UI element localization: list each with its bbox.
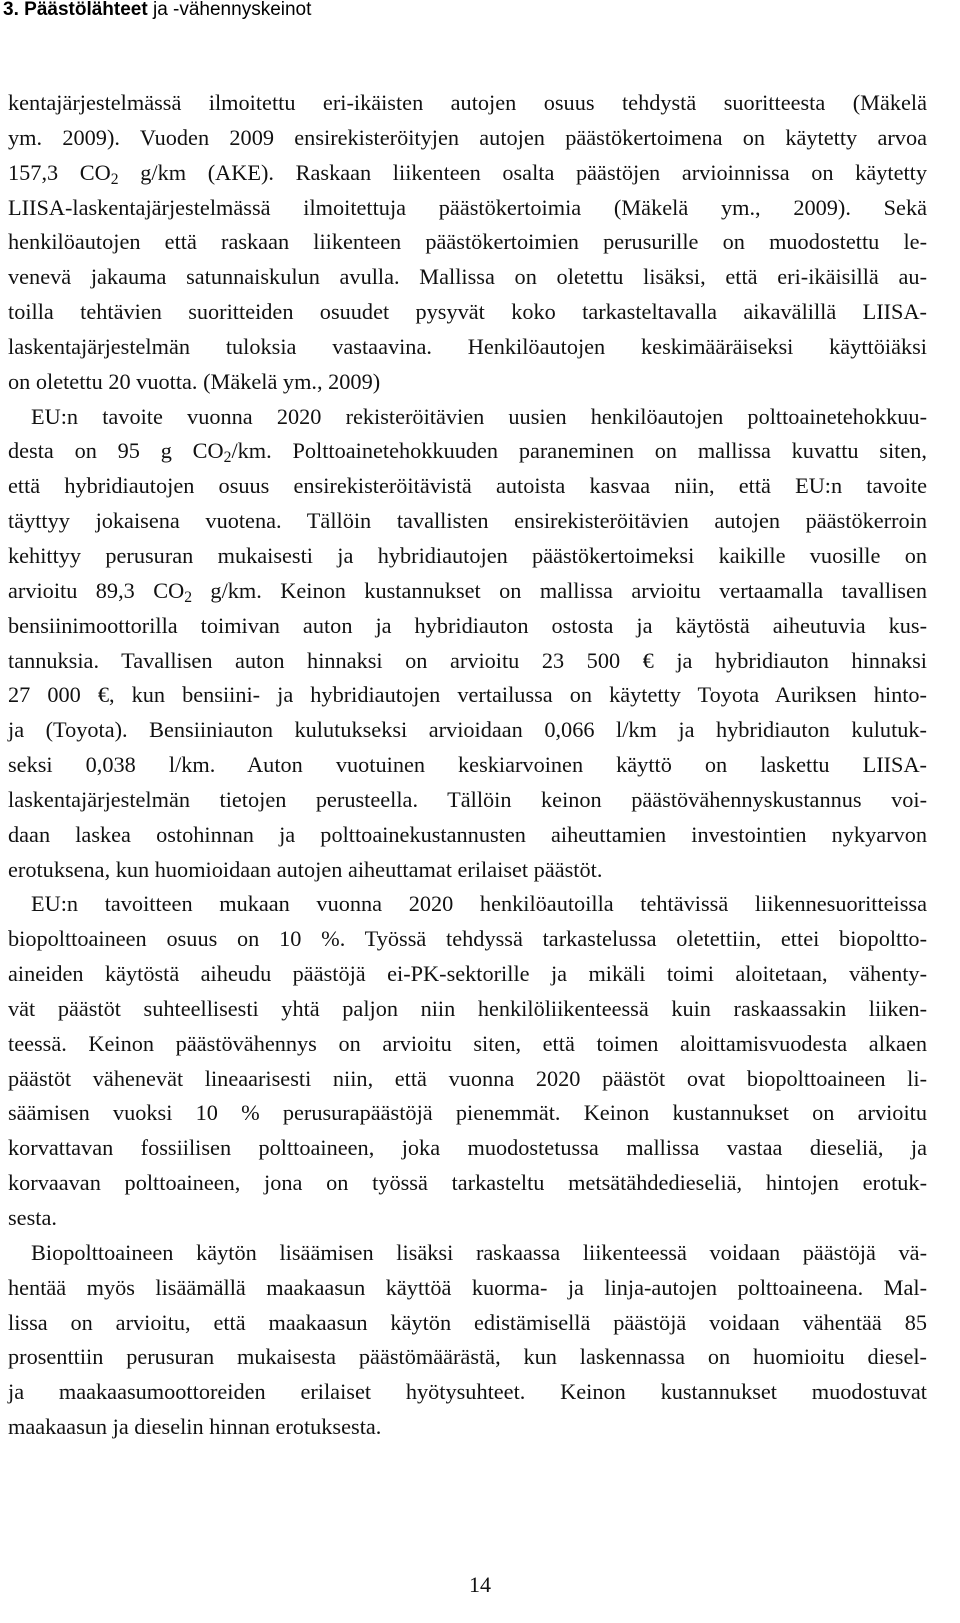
text-line: EU:n tavoitteen mukaan vuonna 2020 henkilöautoilla tehtävissä liikennesuoritteissa <box>31 891 927 917</box>
text-line: ym. 2009). Vuoden 2009 ensirekisteröityjen autojen päästökertoimena on käytetty arvoa <box>8 124 927 150</box>
subscript: 2 <box>110 170 119 188</box>
text-line: täyttyy jokaisena vuotena. Tällöin tavallisten ensirekisteröitävien autojen päästökerroin <box>8 508 927 534</box>
text-line: laskentajärjestelmän tuloksia vastaavina. Henkilöautojen keskimääräiseksi käyttöiäksi <box>8 333 927 359</box>
text-line: toilla tehtävien suoritteiden osuudet pysyvät koko tarkasteltavalla aikavälillä LIISA- <box>8 299 927 325</box>
text-line: erotuksena, kun huomioidaan autojen aiheuttamat erilaiset päästöt. <box>8 856 603 882</box>
page-number: 14 <box>469 1572 491 1597</box>
text-line: bensiinimoottorilla toimivan auton ja hybridiauton ostosta ja käytöstä aiheutuvia kus- <box>8 612 927 638</box>
text-line: hentää myös lisäämällä maakaasun käyttöä kuorma- ja linja-autojen polttoaineena. Mal- <box>8 1274 927 1300</box>
text-line: EU:n tavoite vuonna 2020 rekisteröitävien uusien henkilöautojen polttoainetehokkuu- <box>31 403 927 429</box>
text-line <box>8 574 927 609</box>
text-line: päästöt vähenevät lineaarisesti niin, että vuonna 2020 päästöt ovat biopolttoaineen li- <box>8 1065 927 1091</box>
text-line: LIISA-laskentajärjestelmässä ilmoitettuja päästökertoimia (Mäkelä ym., 2009). Sekä <box>8 194 927 220</box>
body-text <box>8 86 927 1445</box>
section-title-bold: Päästölähteet <box>24 0 148 20</box>
text-line: tannuksia. Tavallisen auton hinnaksi on arvioitu 23 500 € ja hybridiauton hinnaksi <box>8 647 927 673</box>
text-line: henkilöautojen että raskaan liikenteen päästökertoimien perusurille on muodostettu le- <box>8 229 927 255</box>
text-segment: arvioitu 89,3 CO <box>8 577 185 603</box>
text-line: 27 000 €, kun bensiini- ja hybridiautojen vertailussa on käytetty Toyota Auriksen hinto- <box>8 682 927 708</box>
text-segment: g/km. Keinon kustannukset on mallissa arvioitu vertaamalla tavallisen <box>192 577 927 603</box>
text-line: sesta. <box>8 1205 57 1230</box>
text-line: venevä jakauma satunnaiskulun avulla. Mallissa on oletettu lisäksi, että eri-ikäisillä au- <box>8 264 927 290</box>
text-line: on oletettu 20 vuotta. (Mäkelä ym., 2009) <box>8 368 381 394</box>
section-header <box>3 0 311 21</box>
text-line: ja maakaasumoottoreiden erilaiset hyötysuhteet. Keinon kustannukset muodostuvat <box>8 1379 927 1405</box>
subscript: 2 <box>184 588 192 606</box>
subscript: 2 <box>223 449 232 467</box>
text-segment: g/km (AKE). Raskaan liikenteen osalta päästöjen arvioinnissa on käytetty <box>118 159 928 185</box>
text-line: lissa on arvioitu, että maakaasun käytön edistämisellä päästöjä voidaan vähentää 85 <box>8 1309 927 1335</box>
section-number: 3. <box>3 0 19 20</box>
text-line: aineiden käytöstä aiheudu päästöjä ei-PK-sektorille ja mikäli toimi aloitetaan, vähenty- <box>8 961 927 987</box>
text-line: säämisen vuoksi 10 % perusurapäästöjä pienemmät. Keinon kustannukset on arvioitu <box>8 1100 927 1126</box>
text-line: maakaasun ja dieselin hinnan erotuksesta. <box>8 1414 382 1440</box>
text-line: korvaavan polttoaineen, jona on työssä tarkasteltu metsätähdedieseliä, hintojen erotuk- <box>8 1170 927 1196</box>
text-line: prosenttiin perusuran mukaisesta päästömäärästä, kun laskennassa on huomioitu diesel- <box>8 1344 927 1370</box>
text-line <box>8 434 927 469</box>
text-line: vät päästöt suhteellisesti yhtä paljon niin henkilöliikenteessä kuin raskaassakin liiken- <box>8 995 927 1021</box>
text-line: kehittyy perusuran mukaisesti ja hybridiautojen päästökertoimeksi kaikille vuosille on <box>8 542 927 568</box>
text-segment: /km. Polttoainetehokkuuden paraneminen on mallissa kuvattu siten, <box>231 438 927 464</box>
text-line: kentajärjestelmässä ilmoitettu eri-ikäisten autojen osuus tehdystä suoritteesta (Mäkelä <box>8 90 927 115</box>
text-line: seksi 0,038 l/km. Auton vuotuinen keskiarvoinen käyttö on laskettu LIISA- <box>8 752 927 778</box>
text-line: korvattavan fossiilisen polttoaineen, joka muodostetussa mallissa vastaa dieseliä, ja <box>8 1135 927 1161</box>
text-segment: desta on 95 g CO <box>8 438 224 464</box>
text-line: ja (Toyota). Bensiiniauton kulutukseksi arvioidaan 0,066 l/km ja hybridiauton kulutuk- <box>8 717 927 743</box>
text-line: teessä. Keinon päästövähennys on arvioitu siten, että toimen aloittamisvuodesta alkaen <box>8 1030 927 1056</box>
text-line: laskentajärjestelmän tietojen perusteella. Tällöin keinon päästövähennyskustannus voi- <box>8 786 927 812</box>
text-line: daan laskea ostohinnan ja polttoainekustannusten aiheuttamien investointien nykyarvon <box>8 821 927 847</box>
text-segment: 157,3 CO <box>8 159 111 185</box>
text-line: biopolttoaineen osuus on 10 %. Työssä tehdyssä tarkastelussa oletettiin, ettei biopoltto- <box>8 926 927 952</box>
section-title-rest: ja -vähennyskeinot <box>147 0 312 20</box>
text-line <box>8 156 927 191</box>
text-line: että hybridiautojen osuus ensirekisteröitävistä autoista kasvaa niin, että EU:n tavoite <box>8 473 927 499</box>
text-line: Biopolttoaineen käytön lisäämisen lisäksi raskaassa liikenteessä voidaan päästöjä vä- <box>31 1239 927 1265</box>
